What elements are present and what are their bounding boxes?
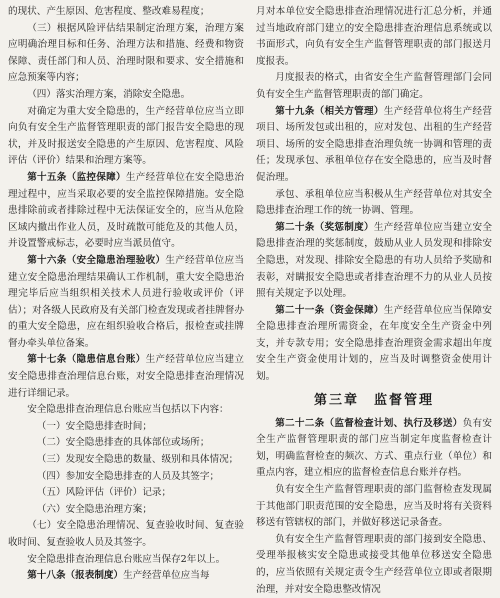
article-19 xyxy=(256,104,492,187)
article-body: 生产经营单位应当建立安全隐患排查治理信息台账，对安全隐患排查治理情况进行详细记录。 xyxy=(8,354,245,399)
article-18 xyxy=(8,568,244,585)
paragraph: 负有安全生产监督管理职责的部门监督检查发现属于其他部门职责范围的安全隐患，应当及时将有关资料移送有管辖权的部门，并做好移送记录备查。 xyxy=(256,484,492,529)
chapter-heading: 第三章 监督管理 xyxy=(313,392,434,408)
article-title: 第二十二条（监督检查计划、执行及移送） xyxy=(275,417,463,429)
list-item: （二）安全隐患排查的具体部位或场所； xyxy=(36,437,210,449)
article-body: 负有安全生产监督管理职责的部门应当制定年度监督检查计划，明确监督检查的频次、方式、重点行业（单位）和重点内容，建立相应的监督检查信息台账并存档。 xyxy=(256,417,493,479)
article-20 xyxy=(256,220,492,303)
paragraph: 负有安全生产监督管理职责的部门接到安全隐患、受理举报核实安全隐患或接受其他单位移送安全隐患的，应当依照有关规定责令生产经营单位立即或者限期治理，并对安全隐患整改情况 xyxy=(256,533,492,595)
paragraph: 承包、承租单位应当积极从生产经营单位对其安全隐患排查治理工作的统一协调、管理。 xyxy=(256,188,492,217)
list-item: （四）参加安全隐患排查的人员及其签字； xyxy=(36,470,220,482)
article-body: 生产经营单位应当每 xyxy=(123,570,210,582)
article-22 xyxy=(256,416,492,482)
article-17 xyxy=(8,352,244,402)
paragraph: 对确定为重大安全隐患的，生产经营单位应当立即向负有安全生产监督管理职责的部门报告安全隐患的现状，并及时报送安全隐患的产生原因、危害程度、风险评估（评价）结果和治理方案等。 xyxy=(8,105,244,167)
list-item: （六）安全隐患治理方案； xyxy=(36,503,152,515)
left-column xyxy=(8,4,244,593)
article-body: 生产经营单位应当建立安全隐患排查治理的奖惩制度，鼓励从业人员发现和排除安全隐患，对发现、排除安全隐患的有功人员给予奖励和表彰，对瞒报安全隐患或者排查治理不力的从业人员按照有关规定予以处理。 xyxy=(256,221,493,300)
article-title: 第十八条（报表制度） xyxy=(27,570,124,582)
article-body: 生产经营单位在安全隐患治理过程中，应当采取必要的安全监控保障措施。安全隐患排除前或者排除过程中无法保证安全的，应当从危险区域内撤出作业人员，及时疏散可能危及的其他人员，并设置警戒标志，必要时应当派员值守。 xyxy=(8,171,245,250)
article-title: 第十五条（监控保障） xyxy=(27,171,126,183)
list-item: （五）风险评估（评价）记录； xyxy=(36,487,172,499)
paragraph: 安全隐患排查治理信息台账应当包括以下内容： xyxy=(27,404,229,416)
article-title: 第十七条（隐患信息台账） xyxy=(27,354,146,366)
list-item: （七）安全隐患治理情况、复查验收时间、复查验收时间、复查验收人员及其签字。 xyxy=(8,520,244,548)
article-title: 第二十一条（资金保障） xyxy=(275,304,384,316)
article-body: 生产经营单位应当建立安全隐患治理结果确认工作机制，重大安全隐患治理完毕后应当组织相关技术人员进行验收或评价（评估）；对各级人民政府及有关部门检查发现或者挂牌督办的重大安全隐患，应在组织验收合格后，报检查或挂牌督办牵头单位备案。 xyxy=(8,254,245,349)
paragraph: 月度报表的格式，由省安全生产监督管理部门会同负有安全生产监督管理职责的部门确定。 xyxy=(256,72,492,100)
article-21 xyxy=(256,303,492,386)
paragraph: 安全隐患排查治理信息台账应当保存2年以上。 xyxy=(27,553,226,565)
paragraph: （三）根据风险评估结果制定治理方案，治理方案应明确治理目标和任务、治理方法和措施、经费和物资保障、责任部门和人员、治理时限和要求、安全措施和应急预案等内容； xyxy=(8,22,244,84)
article-title: 第十九条（相关方管理） xyxy=(275,105,384,117)
list-item: （三）发现安全隐患的数量、级别和具体情况； xyxy=(36,454,239,466)
article-body: 生产经营单位应当保障安全隐患排查治理所需资金，在年度安全生产资金中列支，并专款专用；安全隐患排查治理资金需求超出年度安全生产资金使用计划的，应当及时调整资金使用计划。 xyxy=(256,304,493,383)
paragraph: 月对本单位安全隐患排查治理情况进行汇总分析，并通过当地政府部门建立的安全隐患排查治理信息系统或以书面形式，向负有安全生产监督管理职责的部门报送月度报表。 xyxy=(256,6,492,67)
list-item: （一）安全隐患排查时间； xyxy=(36,420,152,432)
article-title: 第十六条（安全隐患治理验收） xyxy=(27,254,166,266)
article-15 xyxy=(8,170,244,253)
article-16 xyxy=(8,253,244,353)
paragraph: （四）落实治理方案，消除安全隐患。 xyxy=(27,88,191,100)
article-body: 生产经营单位将生产经营项目、场所发包或出租的，应对发包、出租的生产经营项目、场所的安全隐患排查治理负统一协调和管理的责任；发现承包、承租单位存在安全隐患的，应当及时督促治理。 xyxy=(256,105,493,183)
paragraph: 的现状、产生原因、危害程度、整改难易程度； xyxy=(8,6,210,17)
right-column xyxy=(256,4,492,593)
article-title: 第二十条（奖惩制度） xyxy=(275,221,374,233)
